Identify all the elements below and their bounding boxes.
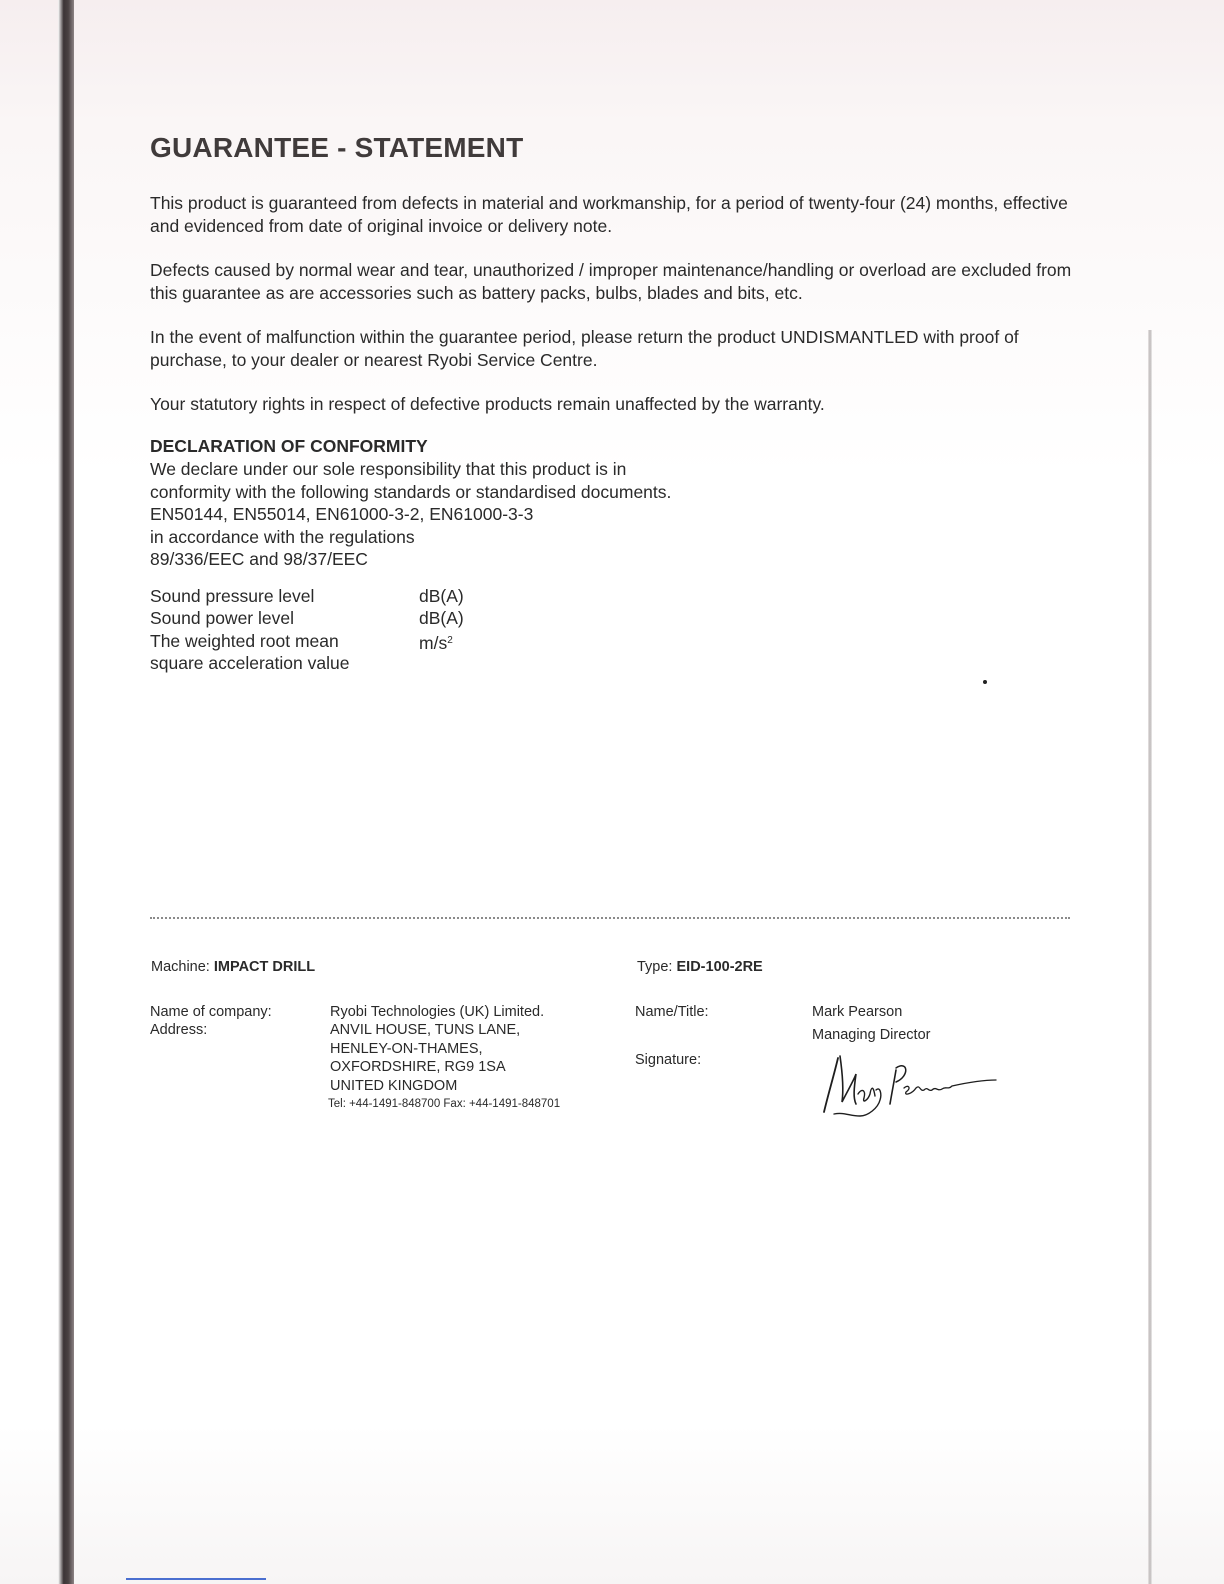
signatory-name: Mark Pearson <box>812 1004 903 1020</box>
spec-unit-exponent: 2 <box>447 635 453 646</box>
company-label: Name of company: <box>150 1004 272 1020</box>
company-name: Ryobi Technologies (UK) Limited. <box>330 1004 545 1020</box>
address-line-1: ANVIL HOUSE, TUNS LANE, <box>330 1022 521 1038</box>
guarantee-paragraph-4: Your statutory rights in respect of defective products remain unaffected by the warranty. <box>150 394 825 414</box>
page-fold-edge <box>1148 330 1152 1584</box>
declaration-line-2: conformity with the following standards or standardised documents. <box>150 482 672 502</box>
guarantee-paragraph-2: Defects caused by normal wear and tear, unauthorized / improper maintenance/handling or overload are excluded from this guarantee as are accessories such as battery packs, bulbs, blades and bits, etc. <box>150 260 1072 303</box>
spec-unit-sound-power: dB(A) <box>419 608 464 628</box>
page-title: GUARANTEE - STATEMENT <box>150 132 524 163</box>
address-label: Address: <box>150 1022 208 1038</box>
machine-row <box>151 958 315 976</box>
type-value: EID-100-2RE <box>676 959 763 975</box>
declaration-regulations: 89/336/EEC and 98/37/EEC <box>150 549 368 569</box>
signature-label: Signature: <box>635 1052 702 1068</box>
address-line-4: UNITED KINGDOM <box>330 1078 458 1094</box>
spec-label-vibration-cont: square acceleration value <box>150 653 350 673</box>
binding-edge <box>58 0 74 1584</box>
signatory-title: Managing Director <box>812 1027 931 1043</box>
machine-label: Machine: <box>151 959 210 975</box>
guarantee-paragraph-1: This product is guaranteed from defects in material and workmanship, for a period of twenty-four (24) months, effective and evidenced from date of original invoice or delivery note. <box>150 193 1068 236</box>
spec-label-sound-pressure: Sound pressure level <box>150 586 315 606</box>
declaration-standards: EN50144, EN55014, EN61000-3-2, EN61000-3-3 <box>150 504 534 524</box>
machine-value: IMPACT DRILL <box>213 959 316 975</box>
declaration-line-1: We declare under our sole responsibility that this product is in <box>150 459 627 479</box>
spec-unit-sound-pressure: dB(A) <box>419 586 464 606</box>
dotted-divider <box>150 917 1070 919</box>
scan-speck <box>983 680 987 684</box>
declaration-heading: DECLARATION OF CONFORMITY <box>150 436 428 456</box>
declaration-line-4: in accordance with the regulations <box>150 527 415 547</box>
spec-label-sound-power: Sound power level <box>150 608 294 628</box>
spec-label-vibration: The weighted root mean <box>150 631 339 651</box>
address-line-3: OXFORDSHIRE, RG9 1SA <box>330 1059 506 1075</box>
contact-line: Tel: +44-1491-848700 Fax: +44-1491-848701 <box>328 1098 561 1110</box>
address-line-2: HENLEY-ON-THAMES, <box>330 1041 483 1057</box>
spec-unit-base: m/s <box>419 633 448 653</box>
type-row <box>637 958 763 976</box>
bottom-edge-mark <box>126 1578 266 1580</box>
spec-unit-vibration <box>419 630 453 655</box>
guarantee-paragraph-3: In the event of malfunction within the guarantee period, please return the product UNDISMANTLED with proof of purchase, to your dealer or nearest Ryobi Service Centre. <box>150 327 1019 370</box>
type-label: Type: <box>637 959 673 975</box>
signature-image <box>820 1050 1000 1125</box>
name-title-label: Name/Title: <box>635 1004 709 1020</box>
